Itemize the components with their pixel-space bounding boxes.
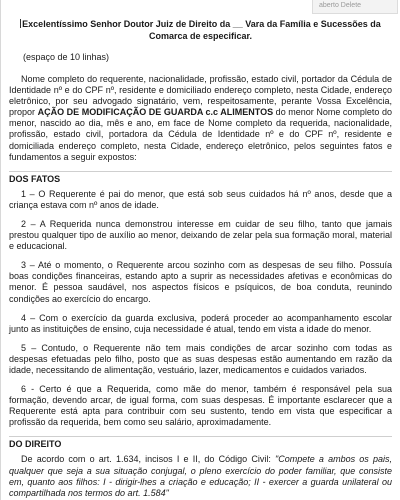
facts-heading: DOS FATOS [9,171,392,185]
fact-5: 5 – Contudo, o Requerente não tem mais condições de arcar sozinho com todas as despesas efetuadas pelo filho, posto que as suas despesas estão aumentando em razão da idade, necessitando de alimentação, vestuário, lazer, medicamentos e cuidados variados. [9,342,392,375]
fact-1: 1 – O Requerente é pai do menor, que está sob seus cuidados há nº anos, desde que a criança estava com nº anos de idade. [9,188,392,210]
top-toolbar-snippet: aberto Delete [312,0,398,14]
fact-3: 3 – Até o momento, o Requerente arcou sozinho com as despesas de seu filho. Possuía boas condições financeiras, estando apto a suprir as necessidades afetivas e econômicas do menor. É pessoa saudável, nos aspectos físicos e psíquicos, de boa conduta, reunindo condições ao exercício do encargo. [9,260,392,304]
petition-body [9,18,392,499]
law-lead: De acordo com o art. 1.634, incisos I e II, do Código Civil: [21,454,276,465]
intro-part-2: do menor Nome completo do menor, nascido ao dia, mês e ano, em face de Nome completo da requerida, nacionalidade, profissão, estado civil, portadora da Cédula de Identidade nº e do CPF nº, residente e domiciliada endereço completo, nesta Cidade, endereço eletrônico, pelos seguintes fatos e fundamentos a seguir expostos: [9,107,392,162]
fact-6: 6 - Certo é que a Requerida, como mãe do menor, também é responsável pela sua formação, devendo arcar, de igual forma, com suas despesas. É importante esclarecer que a Requerente está apta para contribuir com seu sustento, tendo em vista que especificar a profissão da requerida, bem como seu salário, aproximadamente. [9,384,392,428]
law-paragraph [9,454,392,498]
fact-2: 2 – A Requerida nunca demonstrou interesse em cuidar de seu filho, tanto que jamais prestou qualquer tipo de auxílio ao menor, deixando de zelar pela sua formação moral, material e educacional. [9,218,392,252]
action-name: AÇÃO DE MODIFICAÇÃO DE GUARDA c.c ALIMENTOS [37,107,274,118]
petition-title-text: Excelentíssimo Senhor Doutor Juiz de Direito da __ Vara da Família e Sucessões da Comarca de especificar. [22,19,381,41]
fact-4: 4 – Com o exercício da guarda exclusiva, poderá proceder ao acompanhamento escolar junto as instituições de ensino, cuja necessidade é atual, tendo em vista a idade do menor. [9,312,392,334]
law-heading: DO DIREITO [9,436,392,450]
intro-paragraph [9,74,392,163]
space-note: (espaço de 10 linhas) [23,52,110,62]
law-quote: "Compete a ambos os pais, qualquer que seja a sua situação conjugal, o pleno exercício do poder familiar, que consiste em, quanto aos filhos: I - dirigir-lhes a criação e educação; II - exercer a guarda unilateral ou compartilhada nos termos do art. 1.584" [9,454,393,498]
intro-part-1: Nome completo do requerente, nacionalidade, profissão, estado civil, portador da Cédula de Identidade nº e do CPF nº, residente e domiciliado endereço completo, nesta Cidade, endereço eletrônico, por seu advogado signatário, vem, respeitosamente, perante Vossa Excelência, propor [9,74,392,118]
petition-title [13,18,388,42]
